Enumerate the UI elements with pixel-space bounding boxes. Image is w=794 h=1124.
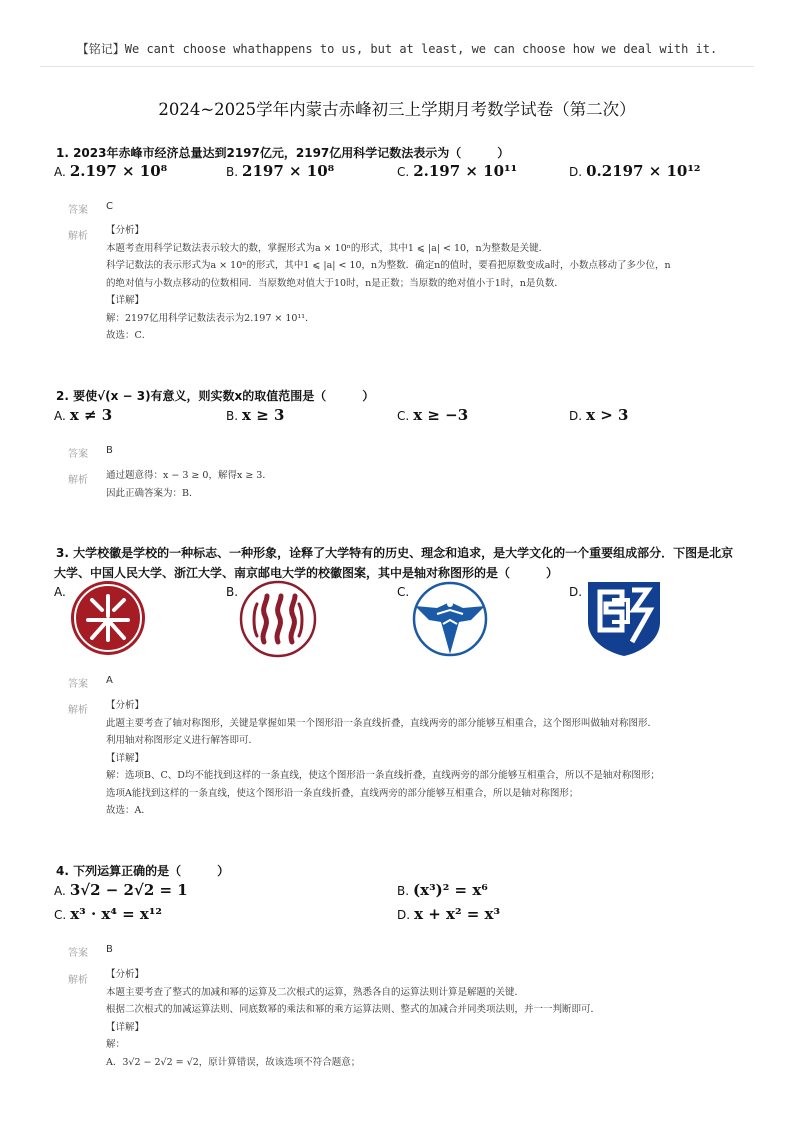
analysis-line: 通过题意得：x − 3 ≥ 0，解得x ≥ 3．	[106, 470, 272, 481]
q1-option-d[interactable]: D. 0.2197 × 10¹²	[569, 162, 701, 180]
q1-option-a[interactable]: A. 2.197 × 10⁸	[54, 162, 168, 180]
analysis-line: 【详解】	[106, 1021, 145, 1033]
q2-analysis-label: 解析	[68, 475, 88, 486]
q4-option-b[interactable]: B. (x³)² = x⁶	[397, 881, 488, 899]
analysis-line: 【分析】	[106, 969, 145, 980]
q4-stem: 4. 下列运算正确的是（ ）	[56, 864, 230, 878]
analysis-line: A．3√2 − 2√2 = √2，原计算错误，故该选项不符合题意；	[106, 1056, 361, 1068]
q2-option-a[interactable]: A. x ≠ 3	[54, 406, 113, 424]
analysis-line: 科学记数法的表示形式为a × 10ⁿ的形式，其中1 ⩽ |a| < 10，n为整数．确定n的值时，要看把原数变成a时，小数点移动了多少位，n	[106, 260, 671, 271]
q1-option-b[interactable]: B. 2197 × 10⁸	[226, 162, 335, 180]
q1-stem: 1. 2023年赤峰市经济总量达到2197亿元，2197亿用科学记数法表示为（ ）	[56, 146, 510, 160]
zhejiang-university-emblem-icon[interactable]	[411, 580, 489, 658]
renmin-university-emblem-icon[interactable]	[239, 580, 317, 658]
q2-analysis	[106, 467, 746, 502]
analysis-line: 的绝对值与小数点移动的位数相同．当原数绝对值大于10时，n是正数；当原数的绝对值小于1时，n是负数．	[106, 277, 564, 289]
q2-option-b[interactable]: B. x ≥ 3	[226, 406, 285, 424]
q4-analysis-label: 解析	[68, 975, 88, 986]
q2-stem: 2. 要使√(x − 3)有意义，则实数x的取值范围是（ ）	[56, 389, 375, 403]
q3-option-b-label[interactable]: B.	[226, 585, 239, 599]
q3-option-c-label[interactable]: C.	[397, 585, 410, 599]
q4-option-a[interactable]: A. 3√2 − 2√2 = 1	[54, 881, 188, 899]
q1-answer-value: C	[106, 201, 113, 212]
q4-answer-label: 答案	[68, 948, 88, 959]
q3-stem-line: 大学、中国人民大学、浙江大学、南京邮电大学的校徽图案，其中是轴对称图形的是（ ）	[54, 566, 559, 580]
analysis-line: 解：	[106, 1039, 126, 1050]
q2-answer-label: 答案	[68, 449, 88, 460]
q2-answer-value: B	[106, 445, 113, 456]
q3-stem-line: 3. 大学校徽是学校的一种标志、一种形象，诠释了大学特有的历史、理念和追求，是大学文化的一个重要组成部分．下图是北京	[56, 546, 734, 560]
analysis-line: 解：选项B、C、D均不能找到这样的一条直线，使这个图形沿一条直线折叠，直线两旁的部分能够互相重合，所以不是轴对称图形；	[106, 770, 660, 781]
q3-option-d-label[interactable]: D.	[569, 585, 583, 599]
q4-option-d[interactable]: D. x + x² = x³	[397, 905, 501, 923]
q3-answer-value: A	[106, 675, 113, 686]
analysis-line: 此题主要考查了轴对称图形，关键是掌握如果一个图形沿一条直线折叠，直线两旁的部分能够互相重合，这个图形叫做轴对称图形．	[106, 717, 658, 729]
analysis-line: 解：2197亿用科学记数法表示为2.197 × 10¹¹．	[106, 312, 315, 324]
q1-analysis	[106, 222, 746, 345]
analysis-line: 【分析】	[106, 225, 145, 236]
q1-analysis-label: 解析	[68, 231, 88, 242]
q4-analysis	[106, 966, 746, 1071]
q4-answer-value: B	[106, 944, 113, 955]
analysis-line: 根据二次根式的加减运算法则、同底数幂的乘法和幂的乘方运算法则、整式的加减合并同类项法则，并一一判断即可．	[106, 1004, 601, 1015]
q1-option-c[interactable]: C. 2.197 × 10¹¹	[397, 162, 518, 180]
q3-option-a-label[interactable]: A.	[54, 585, 66, 599]
analysis-line: 【详解】	[106, 752, 145, 764]
analysis-line: 故选：A．	[106, 805, 151, 816]
motto-header: 【铭记】We cant choose whathappens to us, but at least, we can choose how we deal with it.	[76, 42, 718, 56]
q3-answer-label: 答案	[68, 679, 88, 690]
analysis-line: 本题考查用科学记数法表示较大的数，掌握形式为a × 10ⁿ的形式，其中1 ⩽ |a| < 10，n为整数是关键．	[106, 242, 549, 254]
q1-answer-label: 答案	[68, 205, 88, 216]
page-title: 2024~2025学年内蒙古赤峰初三上学期月考数学试卷（第二次）	[158, 100, 636, 119]
analysis-line: 本题主要考查了整式的加减和幂的运算及二次根式的运算，熟悉各自的运算法则计算是解题的关键．	[106, 986, 525, 998]
q3-analysis-label: 解析	[68, 705, 88, 716]
analysis-line: 【分析】	[106, 700, 145, 711]
analysis-line: 选项A能找到这样的一条直线，使这个图形沿一条直线折叠，直线两旁的部分能够互相重合，所以是轴对称图形；	[106, 787, 579, 799]
q3-stem	[56, 543, 733, 583]
analysis-line: 因此正确答案为：B．	[106, 487, 199, 499]
header-divider	[40, 66, 754, 67]
analysis-line: 故选：C．	[106, 330, 152, 341]
q3-analysis	[106, 697, 746, 820]
q2-option-d[interactable]: D. x > 3	[569, 406, 629, 424]
q4-option-c[interactable]: C. x³ · x⁴ = x¹²	[54, 905, 162, 923]
q2-option-c[interactable]: C. x ≥ −3	[397, 406, 469, 424]
peking-university-emblem-icon[interactable]	[70, 580, 146, 656]
analysis-line: 利用轴对称图形定义进行解答即可．	[106, 735, 259, 746]
nanjing-posts-university-emblem-icon[interactable]	[584, 578, 664, 658]
analysis-line: 【详解】	[106, 295, 145, 306]
